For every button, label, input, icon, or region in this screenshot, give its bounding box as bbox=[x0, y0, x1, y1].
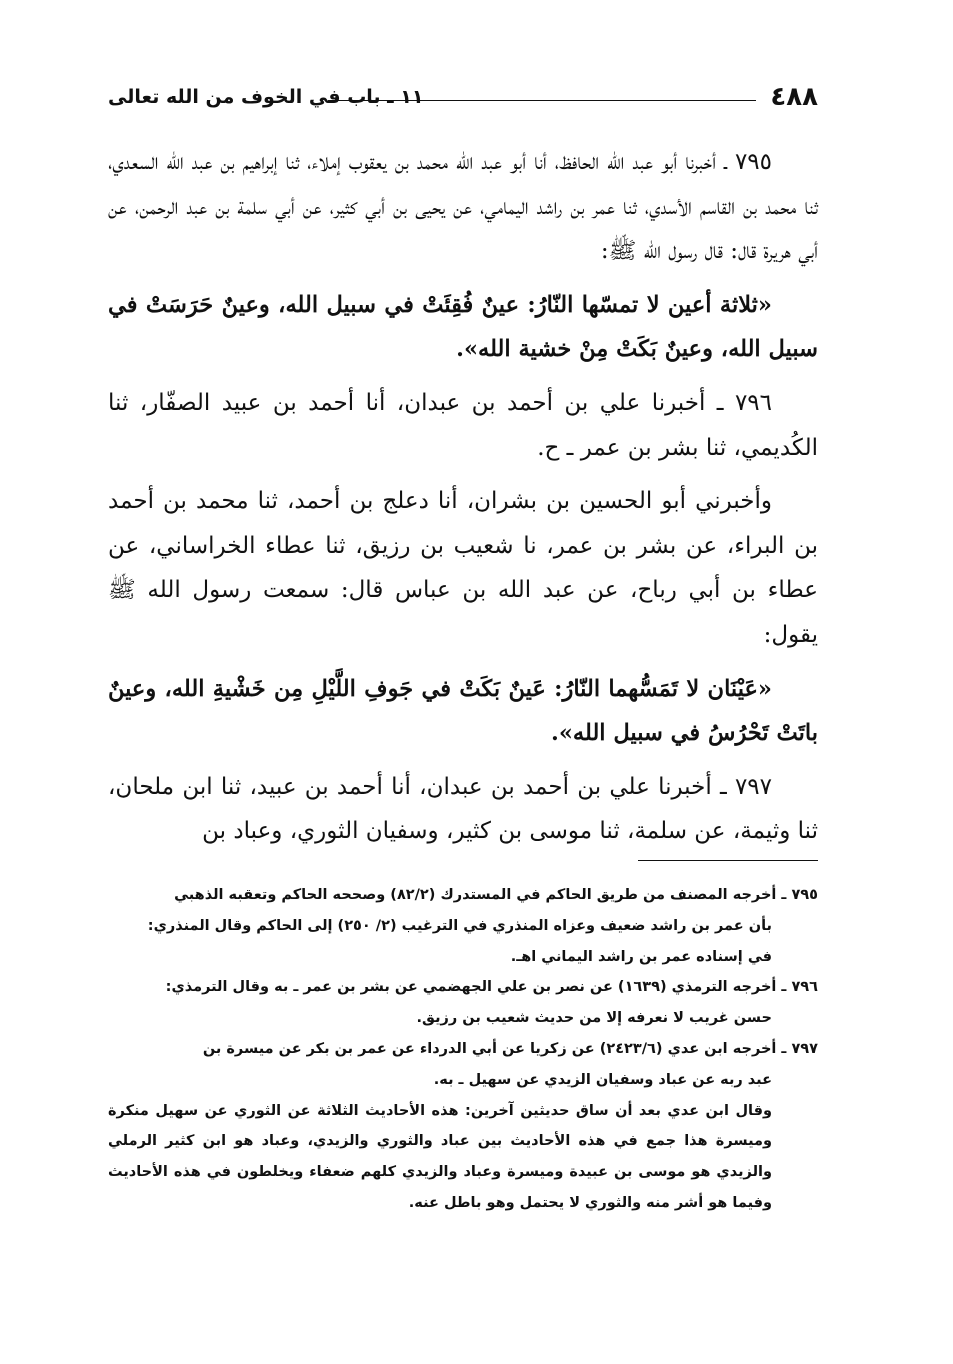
footnote-796 bbox=[108, 972, 818, 1034]
page-header bbox=[108, 80, 818, 120]
footnotes bbox=[108, 880, 818, 1219]
footnote-separator bbox=[638, 860, 818, 861]
footnote-795 bbox=[108, 880, 818, 972]
chapter-title: ١١ ـ باب في الخوف من الله تعالى bbox=[108, 86, 424, 108]
footnote-line: حسن غريب لا نعرفه إلا من حديث شعيب بن رزيق. bbox=[416, 1010, 772, 1027]
footnote-line: ٧٩٥ ـ أخرجه المصنف من طريق الحاكم في المستدرك (٨٢/٢) وصححه الحاكم وتعقبه الذهبي bbox=[174, 887, 818, 903]
footnote-line: بأن عمر بن راشد ضعيف وعزاه المنذري في الترغيب (٢/ ٢٥٠) إلى الحاكم وقال المنذري: bbox=[147, 917, 772, 934]
footnote-commentary: وقال ابن عدي بعد أن ساق حديثين آخرين: هذه الأحاديث الثلاثة عن الثوري عن سهيل منكرة وميسرة هذا جمع في هذه الأحاديث بين عباد والثوري والزيدي، وعباد هو ابن كثير الرملي والزيدي هو موسى بن عبيدة وميسرة وعباد والزيدي كلهم ضعفاء ويخلطون في هذه الأحاديث وفيما هو أشر منه والثوري لا يحتمل وهو باطل عنه. bbox=[108, 1102, 772, 1211]
hadith-795-text: «ثلاثة أعين لا تمسّها النّارُ: عينٌ فُقِئَتْ في سبيل الله، وعينٌ حَرَسَتْ في سبيل الله، وعينٌ بَكَتْ مِنْ خشية الله». bbox=[108, 291, 818, 363]
hadith-797-isnad: ٧٩٧ ـ أخبرنا علي بن أحمد بن عبدان، أنا أحمد بن عبيد، ثنا ابن ملحان، ثنا وثيمة، عن سلمة، ثنا موسى بن كثير، وسفيان الثوري، وعباد بن bbox=[108, 773, 818, 845]
main-text bbox=[108, 140, 818, 863]
footnote-line: عبد ربه عن عباد وسفيان الزيدي عن سهيل ـ به. bbox=[433, 1071, 772, 1088]
hadith-795-isnad: ٧٩٥ ـ أخبرنا أبو عبد الله الحافظ، أنا أبو عبد الله محمد بن يعقوب إملاء، ثنا إبراهيم بن عبد الله السعدي، ثنا محمد بن القاسم الأسدي، ثنا عمر بن راشد اليمامي، عن يحيى بن أبي كثير، عن أبي سلمة بن عبد الرحمن، عن أبي هريرة قال: قال رسول الله ﷺ: bbox=[108, 149, 818, 265]
page-number: ٤٨٨ bbox=[770, 82, 818, 112]
footnote-797 bbox=[108, 1034, 818, 1219]
hadith-796-text: «عَيْنَان لا تَمَسُّهما النّارُ: عَينٌ بَكَتْ في جَوفِ اللَّيْلِ مِن خَشْيةِ الله، وعينٌ باتَتْ تَحْرُسُ في سبيل الله». bbox=[108, 675, 818, 747]
footnote-line: ٧٩٦ ـ أخرجه الترمذي (١٦٣٩) عن نصر بن علي الجهضمي عن بشر بن عمر ـ به وقال الترمذي: bbox=[165, 979, 818, 996]
footnote-line: ٧٩٧ ـ أخرجه ابن عدي (٢٤٢٣/٦) عن زكريا عن أبي الدرداء عن عمر بن بكر عن ميسرة بن bbox=[202, 1040, 818, 1057]
hadith-796-isnad: ٧٩٦ ـ أخبرنا علي بن أحمد بن عبدان، أنا أحمد بن عبيد الصفّار، ثنا الكُديمي، ثنا بشر بن عمر ـ ح. bbox=[108, 389, 818, 461]
footnote-line: في إسناده عمر بن راشد اليماني اهـ. bbox=[510, 948, 772, 965]
hadith-796-second-isnad: وأخبرني أبو الحسين بن بشران، أنا دعلج بن أحمد، ثنا محمد بن أحمد بن البراء، عن بشر بن عمر، نا شعيب بن رزيق، ثنا عطاء الخراساني، عن عطاء بن أبي رباح، عن عبد الله بن عباس قال: سمعت رسول الله ﷺ يقول: bbox=[108, 488, 818, 648]
